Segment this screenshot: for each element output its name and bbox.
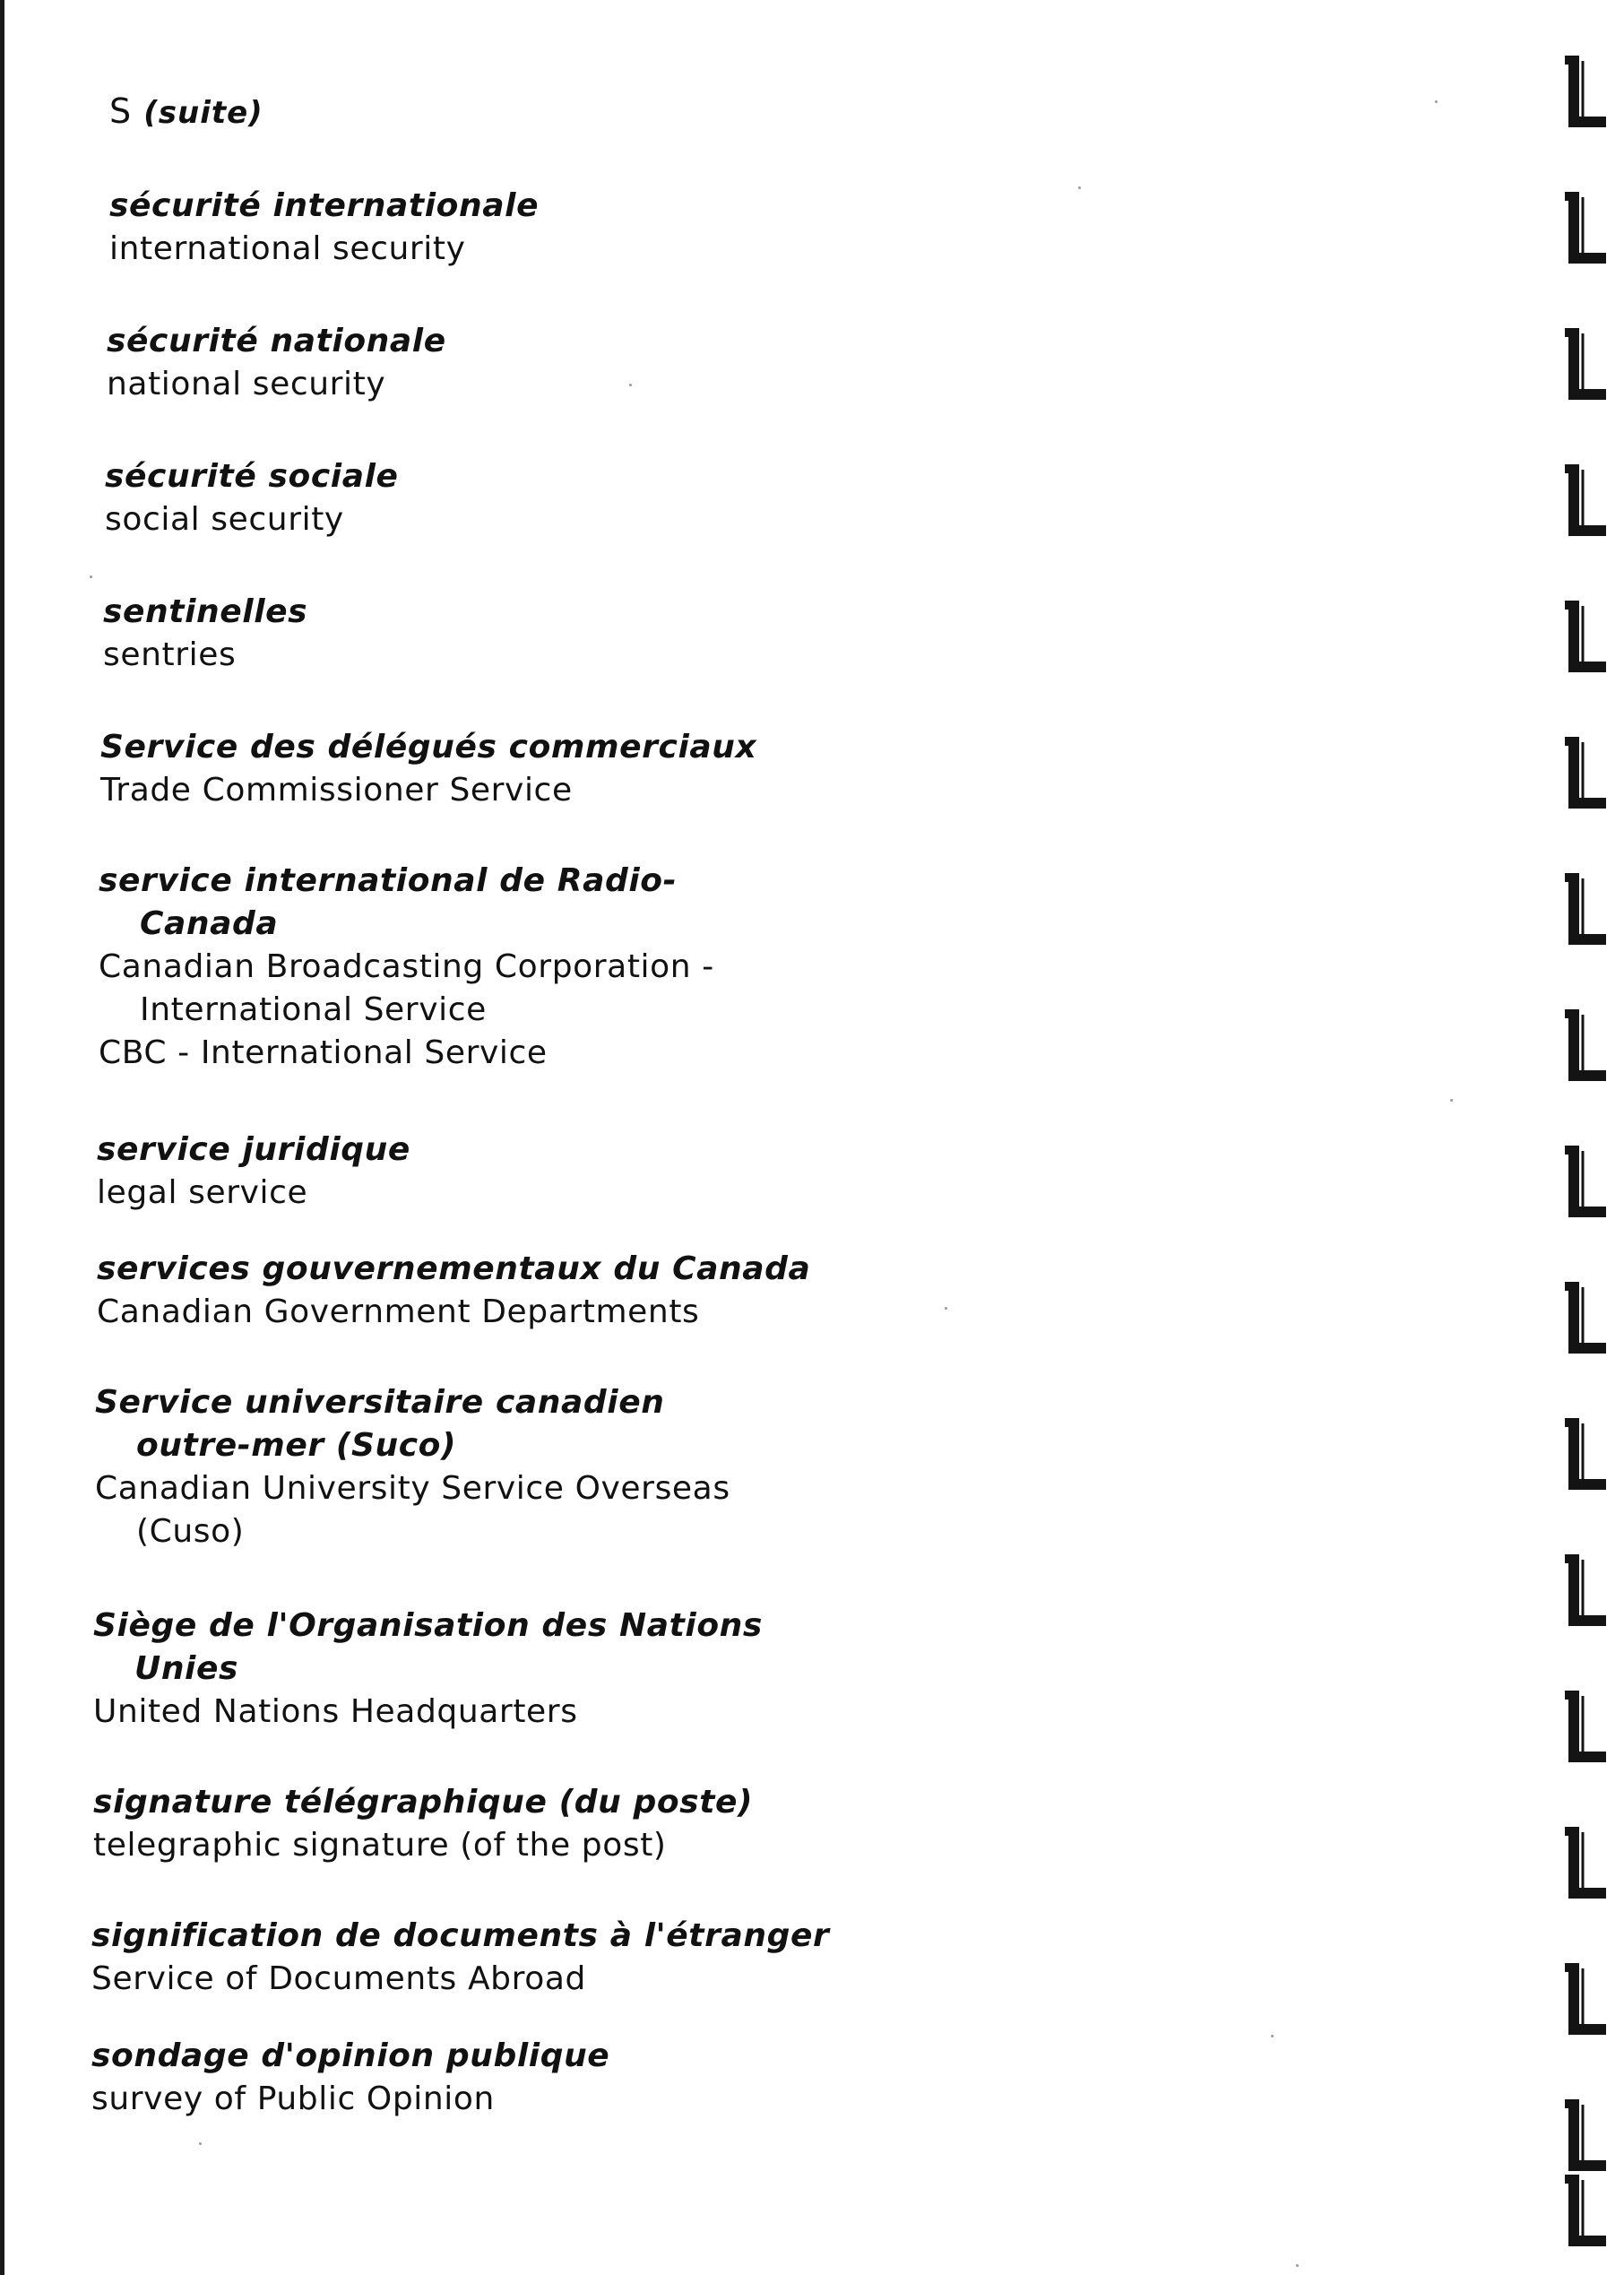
french-term: services gouvernementaux du Canada (97, 1250, 811, 1287)
section-letter: S (109, 91, 133, 131)
binding-ring-icon (1559, 56, 1615, 133)
binding-ring-icon (1559, 1282, 1615, 1359)
english-term: social security (105, 501, 344, 538)
binding-ring-icon (1559, 873, 1615, 950)
binding-ring-icon (1559, 464, 1615, 541)
english-term: telegraphic signature (of the post) (93, 1827, 667, 1864)
scan-speck (1078, 186, 1081, 189)
scan-speck (629, 384, 632, 386)
glossary-entry (109, 185, 916, 271)
binding-ring-icon (1559, 2099, 1615, 2176)
french-term: sentinelles (103, 593, 308, 630)
english-term-continued: (Cuso) (136, 1513, 245, 1550)
french-term-continued: outre-mer (Suco) (136, 1427, 457, 1464)
english-term: United Nations Headquarters (93, 1693, 578, 1730)
binding-ring-icon (1559, 1146, 1615, 1223)
binding-ring-icon (1559, 601, 1615, 678)
english-term: survey of Public Opinion (91, 2080, 495, 2117)
scan-speck (199, 2142, 202, 2145)
section-heading (109, 90, 263, 134)
english-term: legal service (97, 1174, 308, 1211)
french-term: sécurité nationale (107, 323, 446, 359)
french-term: service international de Radio- (99, 862, 678, 899)
scan-speck (1435, 100, 1438, 103)
french-term: Siège de l'Organisation des Nations (93, 1607, 763, 1644)
french-term: Service universitaire canadien (95, 1384, 665, 1421)
binding-ring-icon (1559, 1963, 1615, 2040)
binding-ring-icon (1559, 2175, 1615, 2252)
binding-ring-icon (1559, 1554, 1615, 1631)
glossary-entry (93, 1781, 900, 1867)
binding-ring-icon (1559, 1827, 1615, 1904)
scan-speck (1271, 2035, 1274, 2037)
binding-ring-icon (1559, 1009, 1615, 1086)
glossary-entry (95, 1381, 902, 1553)
binding-ring-icon (1559, 328, 1615, 405)
english-term-continued: International Service (140, 991, 487, 1028)
glossary-entry (97, 1248, 903, 1334)
spiral-binding (1524, 0, 1624, 2275)
binding-ring-icon (1559, 192, 1615, 269)
english-term: Canadian Government Departments (97, 1293, 700, 1330)
binding-ring-icon (1559, 737, 1615, 814)
glossary-entry (103, 591, 910, 677)
english-term: sentries (103, 636, 237, 673)
glossary-entry (107, 320, 913, 406)
english-term: Canadian Broadcasting Corporation - (99, 948, 714, 985)
scan-speck (90, 575, 92, 578)
glossary-entry (91, 2035, 898, 2121)
french-term: signification de documents à l'étranger (91, 1917, 830, 1954)
english-term: Service of Documents Abroad (91, 1960, 586, 1997)
scan-speck (1296, 2264, 1299, 2267)
glossary-entry (100, 726, 907, 812)
french-term: sécurité sociale (105, 458, 399, 495)
section-suite: (suite) (143, 95, 263, 131)
binding-ring-icon (1559, 1691, 1615, 1768)
glossary-entry (97, 1129, 903, 1215)
french-term: Service des délégués commerciaux (100, 729, 757, 766)
glossary-entry (93, 1605, 900, 1734)
french-term-continued: Unies (134, 1650, 239, 1687)
glossary-entry (99, 860, 905, 1075)
french-term: service juridique (97, 1131, 410, 1168)
english-term-alternate: CBC - International Service (99, 1034, 548, 1071)
english-term: Canadian University Service Overseas (95, 1470, 730, 1507)
glossary-entry (105, 455, 911, 541)
scan-speck (945, 1307, 947, 1310)
scan-speck (1450, 1099, 1453, 1102)
english-term: Trade Commissioner Service (100, 772, 573, 809)
french-term: sécurité internationale (109, 187, 540, 224)
french-term: sondage d'opinion publique (91, 2037, 610, 2074)
french-term-continued: Canada (140, 905, 279, 942)
binding-ring-icon (1559, 1418, 1615, 1495)
english-term: national security (107, 366, 386, 402)
english-term: international security (109, 230, 466, 267)
french-term: signature télégraphique (du poste) (93, 1784, 754, 1821)
glossary-entry (91, 1915, 898, 2001)
